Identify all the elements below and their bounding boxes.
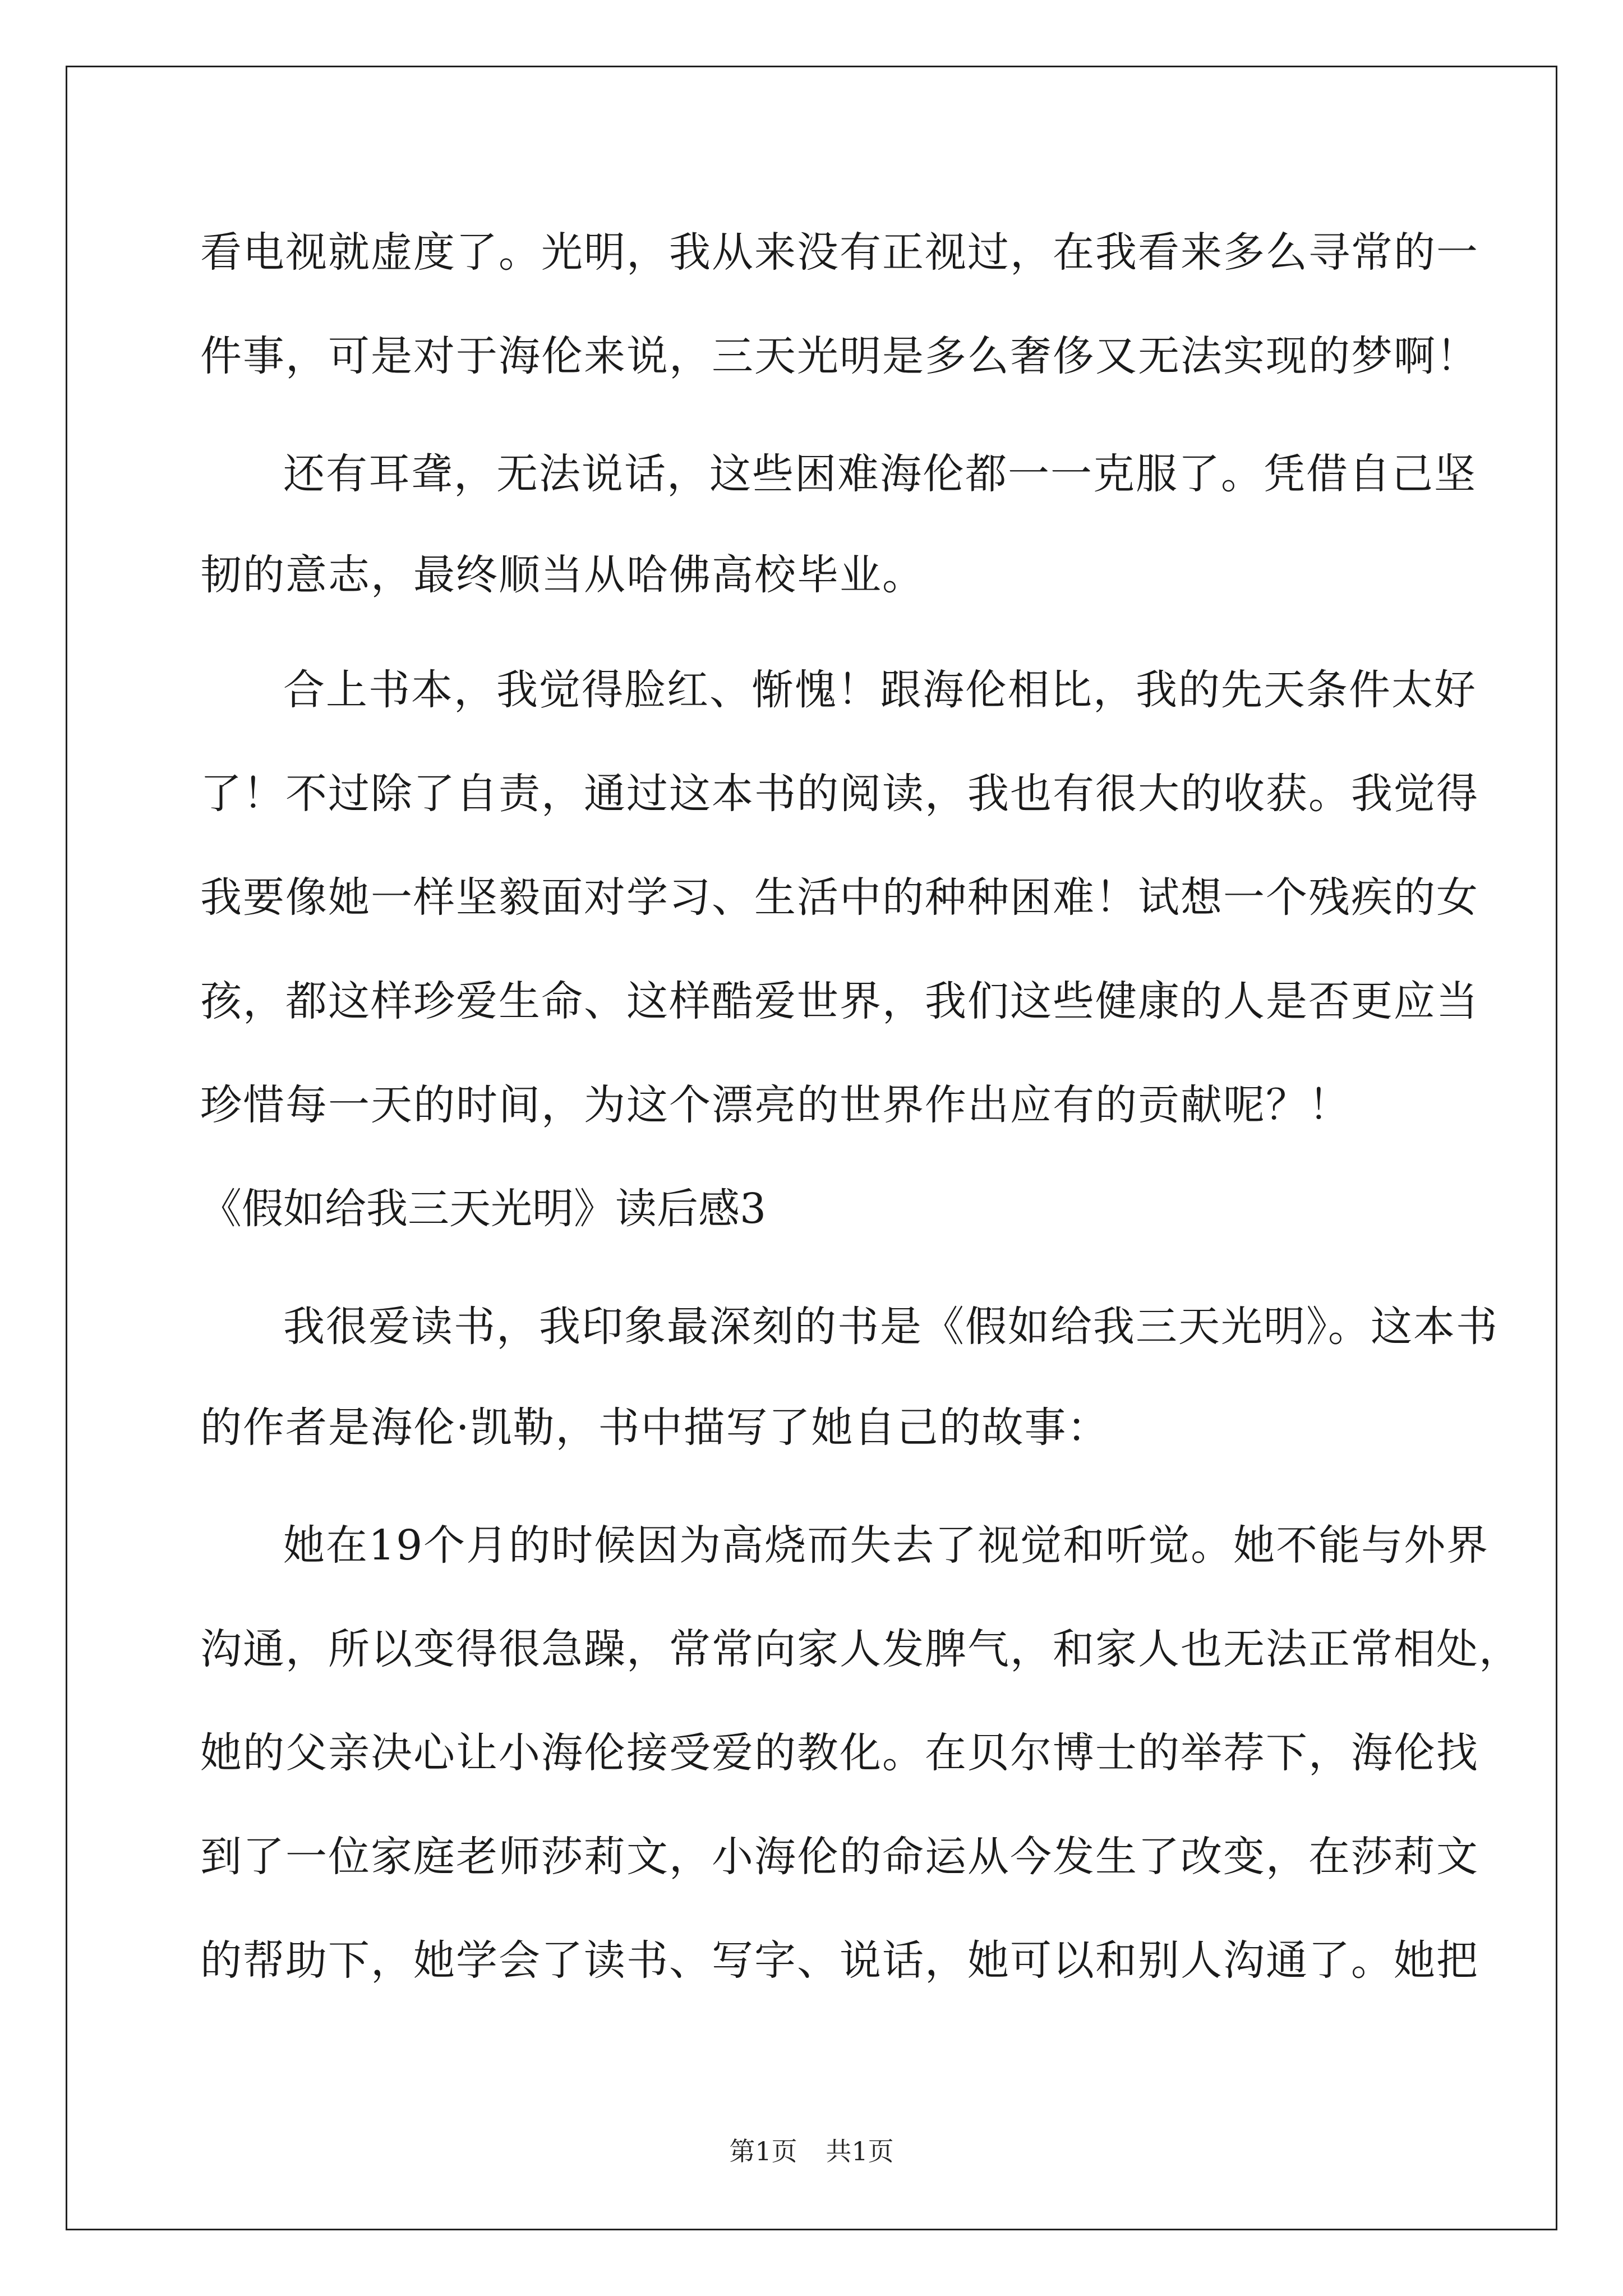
page-border <box>66 66 1557 2230</box>
page-total: 共1页 <box>826 2136 894 2166</box>
text-line: 还有耳聋，无法说话，这些困难海伦都一一克服了。凭借自己坚 <box>283 450 1477 498</box>
text-line: 沟通，所以变得很急躁，常常向家人发脾气，和家人也无法正常相处， <box>200 1625 1521 1673</box>
text-line: 看电视就虚度了。光明，我从来没有正视过，在我看来多么寻常的一 <box>200 228 1479 277</box>
text-line: 合上书本，我觉得脸红、惭愧！跟海伦相比，我的先天条件太好 <box>283 666 1477 714</box>
text-line: 的帮助下，她学会了读书、写字、说话，她可以和别人沟通了。她把 <box>200 1936 1479 1985</box>
text-line: 我很爱读书，我印象最深刻的书是《假如给我三天光明》。这本书 <box>283 1303 1498 1351</box>
text-line: 她的父亲决心让小海伦接受爱的教化。在贝尔博士的举荐下，海伦找 <box>200 1729 1479 1777</box>
section-heading: 《假如给我三天光明》读后感3 <box>200 1185 767 1233</box>
text-line: 珍惜每一天的时间，为这个漂亮的世界作出应有的贡献呢？！ <box>200 1081 1351 1129</box>
text-line: 我要像她一样坚毅面对学习、生活中的种种困难！试想一个残疾的女 <box>200 873 1479 922</box>
text-line: 了！不过除了自责，通过这本书的阅读，我也有很大的收获。我觉得 <box>200 770 1479 818</box>
text-line: 件事，可是对于海伦来说，三天光明是多么奢侈又无法实现的梦啊！ <box>200 332 1479 380</box>
page-footer <box>0 2134 1623 2168</box>
text-line: 孩，都这样珍爱生命、这样酷爱世界，我们这些健康的人是否更应当 <box>200 977 1479 1025</box>
page-number: 第1页 <box>729 2136 797 2166</box>
text-line: 到了一位家庭老师莎莉文，小海伦的命运从今发生了改变，在莎莉文 <box>200 1833 1479 1881</box>
text-line: 她在19个月的时候因为高烧而失去了视觉和听觉。她不能与外界 <box>283 1521 1490 1570</box>
text-line: 韧的意志，最终顺当从哈佛高校毕业。 <box>200 551 925 599</box>
text-line: 的作者是海伦·凯勒，书中描写了她自己的故事： <box>200 1404 1110 1452</box>
